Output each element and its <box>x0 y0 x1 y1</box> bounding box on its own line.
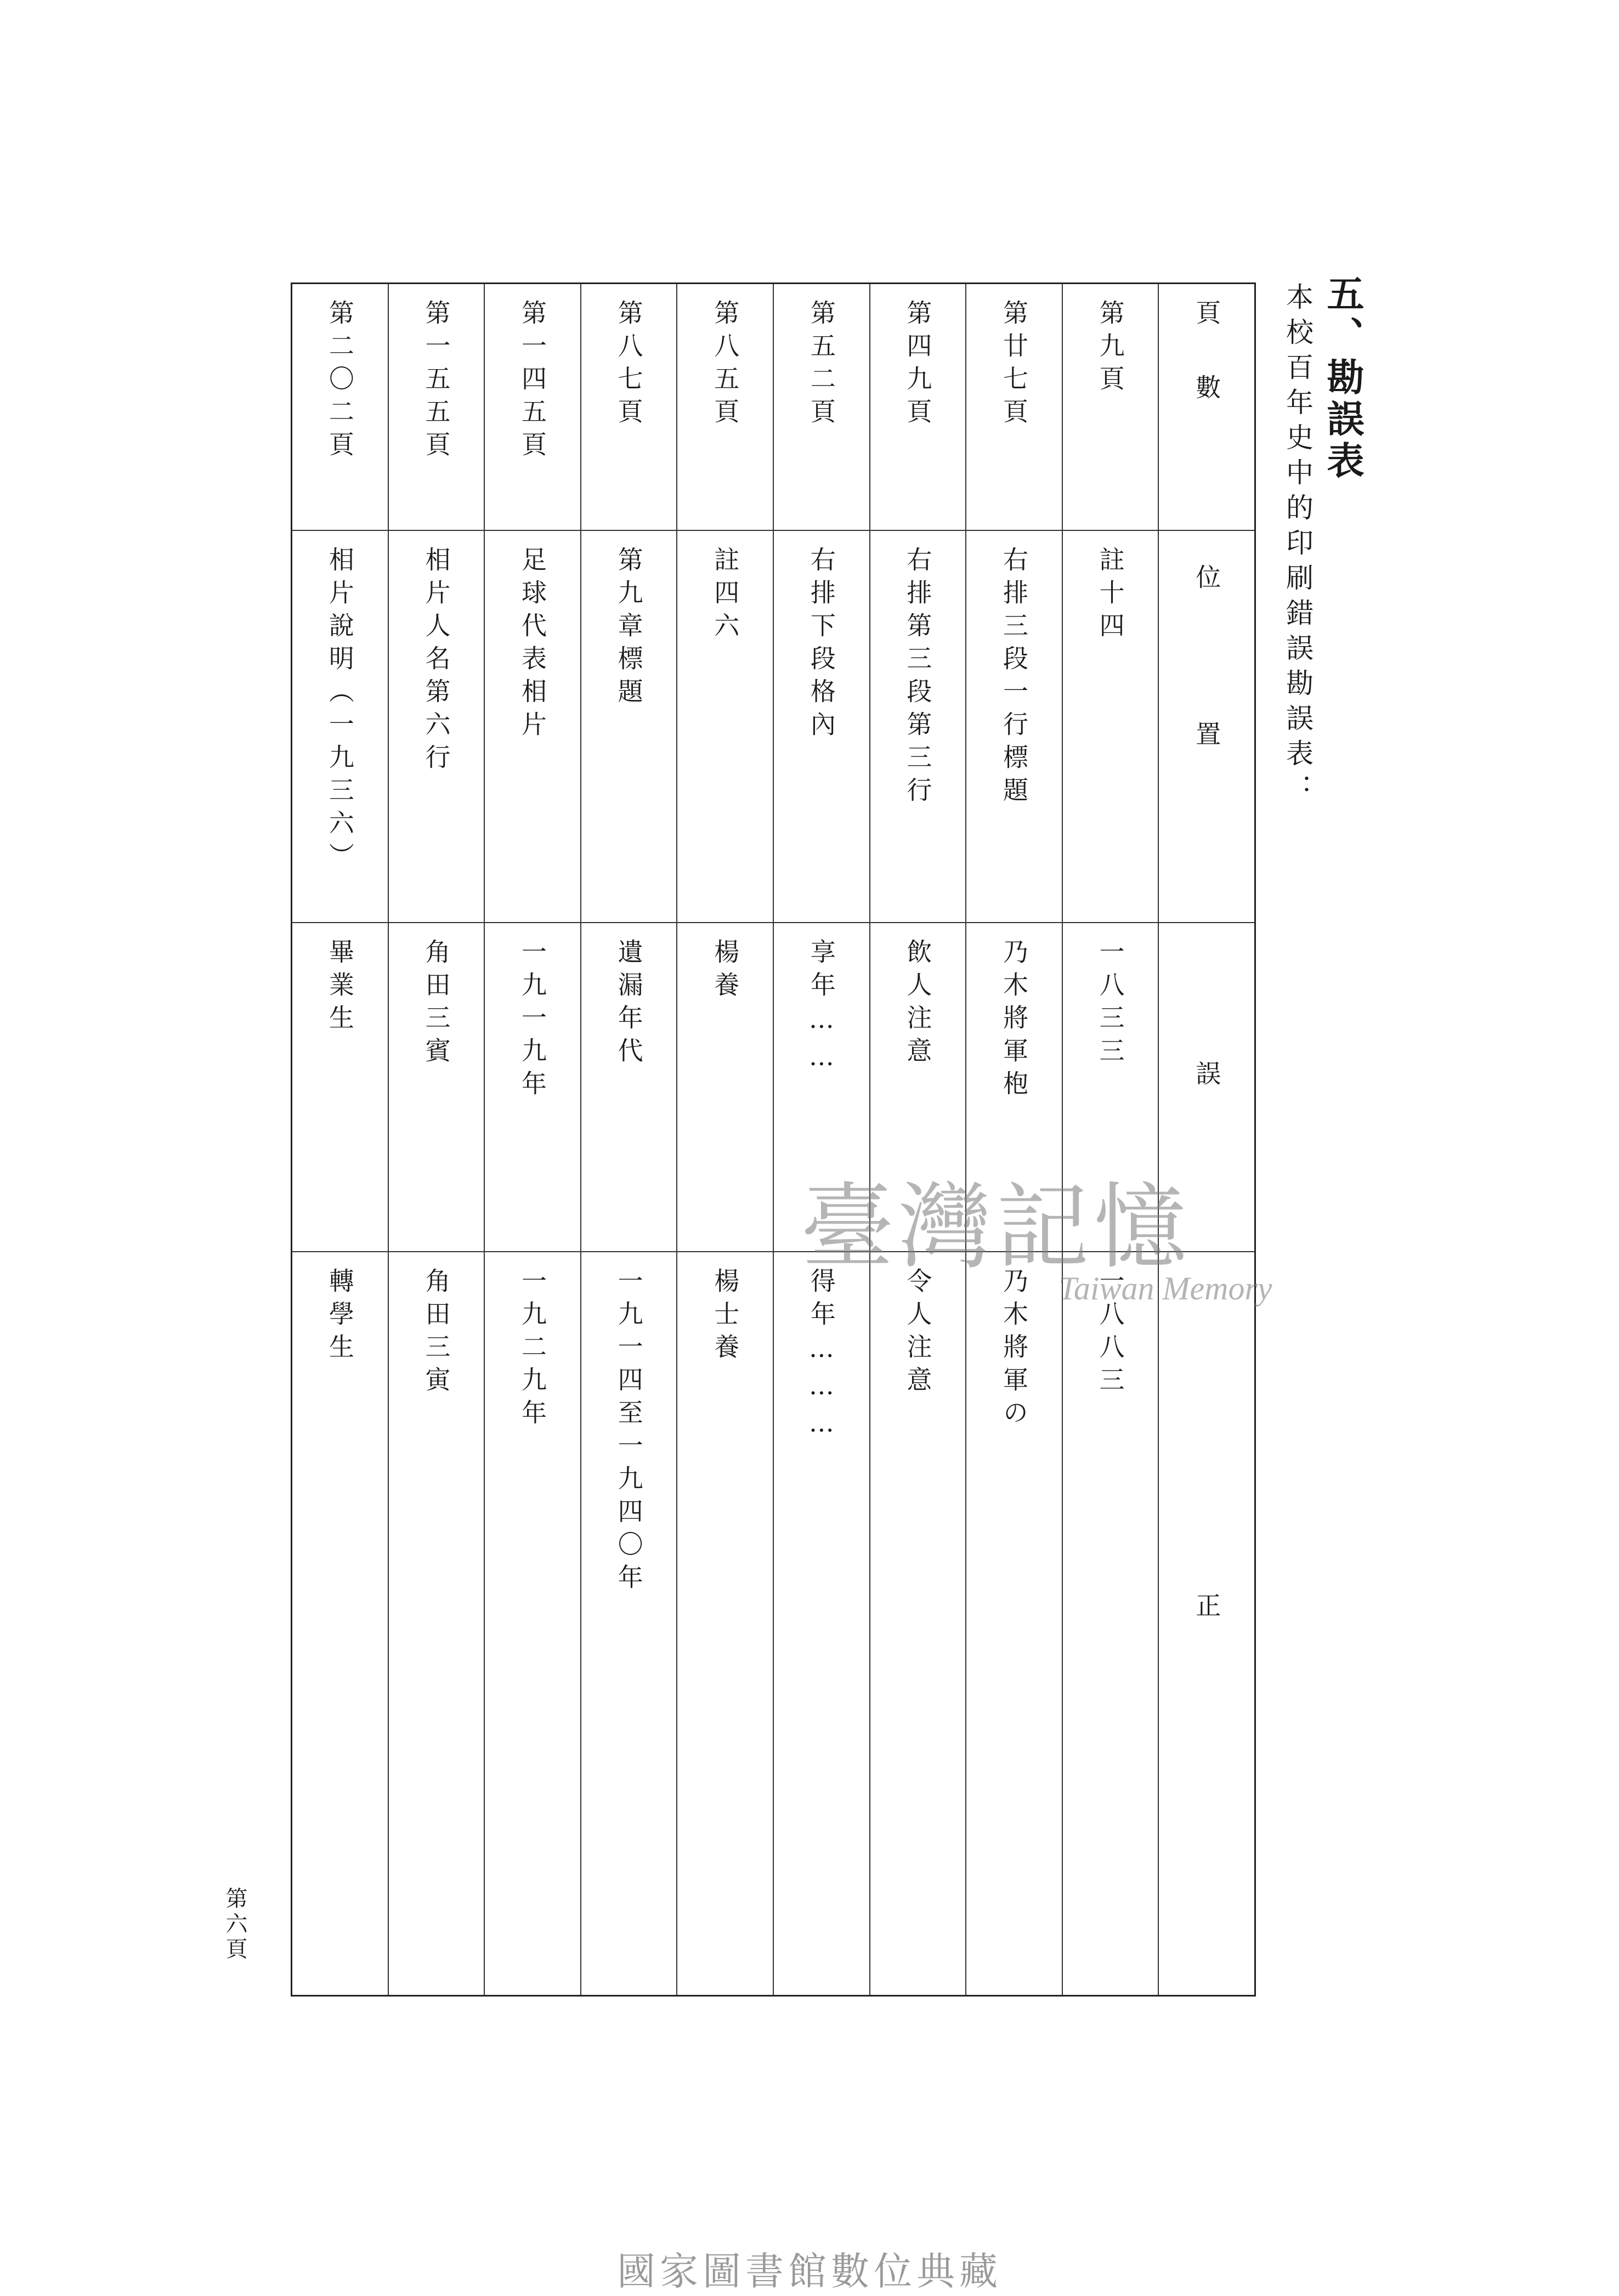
correct-cell-text: 令人注意 <box>903 1268 933 1399</box>
wrong-cell-text: 角田三賓 <box>421 938 451 1070</box>
correct-cell <box>1063 1252 1158 1995</box>
position-cell <box>389 531 484 923</box>
correct-cell-text: 一八八三 <box>1095 1268 1125 1399</box>
header-page: 頁數 <box>1192 299 1222 449</box>
wrong-cell <box>292 923 388 1252</box>
table-row <box>388 284 484 1995</box>
position-cell <box>581 531 677 923</box>
correct-cell <box>966 1252 1062 1995</box>
page-cell <box>292 284 388 531</box>
table-row <box>676 284 773 1995</box>
watermark-english-text: Taiwan Memory <box>1058 1270 1272 1307</box>
table-row <box>1062 284 1158 1995</box>
correct-cell <box>581 1252 677 1995</box>
header-correct-cell <box>1159 1252 1254 1995</box>
page-cell-text: 第八七頁 <box>614 299 644 431</box>
errata-table <box>291 282 1256 1997</box>
page-cell-text: 第一四五頁 <box>518 299 548 464</box>
position-cell-text: 右排下段格內 <box>806 546 836 744</box>
position-cell <box>485 531 580 923</box>
page-cell-text: 第八五頁 <box>710 299 740 431</box>
page-cell <box>1063 284 1158 531</box>
position-cell-text: 足球代表相片 <box>518 546 548 744</box>
header-position-cell <box>1159 531 1254 923</box>
position-cell-text: 註十四 <box>1095 546 1125 645</box>
header-correct: 正 <box>1192 1592 1222 1625</box>
page-cell-text: 第五二頁 <box>806 299 836 431</box>
correct-cell <box>292 1252 388 1995</box>
wrong-cell-text: 一八三三 <box>1095 938 1125 1070</box>
wrong-cell-text: 畢業生 <box>325 938 355 1037</box>
position-cell-text: 右排三段一行標題 <box>999 546 1029 810</box>
correct-cell-text: 楊士養 <box>710 1268 740 1366</box>
wrong-cell-text: 飲人注意 <box>903 938 933 1070</box>
section-heading: 五、勘誤表 <box>1321 274 1365 483</box>
page-cell-text: 第廿七頁 <box>999 299 1029 431</box>
position-cell-text: 相片人名第六行 <box>421 546 451 777</box>
wrong-cell-text: 乃木將軍枹 <box>999 938 1029 1103</box>
position-cell <box>1063 531 1158 923</box>
position-cell <box>966 531 1062 923</box>
wrong-cell <box>581 923 677 1252</box>
table-row <box>484 284 580 1995</box>
page-cell <box>966 284 1062 531</box>
page-cell-text: 第二〇二頁 <box>325 299 355 464</box>
section-intro: 本校百年史中的印刷錯誤勘誤表： <box>1282 282 1314 809</box>
header-position: 位置 <box>1192 564 1222 878</box>
correct-cell-text: 轉學生 <box>325 1268 355 1366</box>
wrong-cell <box>677 923 773 1252</box>
correct-cell <box>774 1252 869 1995</box>
position-cell-text: 註四六 <box>710 546 740 645</box>
page-cell <box>389 284 484 531</box>
position-cell <box>292 531 388 923</box>
wrong-cell-text: 一九一九年 <box>518 938 548 1103</box>
watermark <box>801 1152 1294 1327</box>
header-page-cell <box>1159 284 1254 531</box>
wrong-cell <box>485 923 580 1252</box>
position-cell <box>677 531 773 923</box>
correct-cell <box>677 1252 773 1995</box>
position-cell <box>870 531 966 923</box>
page-number: 第六頁 <box>222 1887 247 1963</box>
correct-cell <box>485 1252 580 1995</box>
page-cell-text: 第一五五頁 <box>421 299 451 464</box>
watermark-logo-text: 臺灣記憶 <box>801 1173 1192 1282</box>
position-cell-text: 相片說明（一九三六） <box>325 546 355 875</box>
correct-cell-text: 一九一四至一九四〇年 <box>614 1268 644 1597</box>
page-cell <box>677 284 773 531</box>
correct-cell-text: 得年……… <box>806 1268 836 1445</box>
header-wrong: 誤 <box>1192 1060 1222 1093</box>
page-cell <box>485 284 580 531</box>
correct-cell-text: 角田三寅 <box>421 1268 451 1399</box>
correct-cell-text: 乃木將軍の <box>999 1268 1029 1432</box>
wrong-cell-text: 遺漏年代 <box>614 938 644 1070</box>
wrong-cell-text: 楊養 <box>710 938 740 1004</box>
page-cell <box>870 284 966 531</box>
page-cell-text: 第四九頁 <box>903 299 933 431</box>
table-row <box>869 284 966 1995</box>
footer-collection-credit: 國家圖書館數位典藏 <box>617 2249 1002 2294</box>
position-cell-text: 第九章標題 <box>614 546 644 711</box>
page-cell <box>581 284 677 531</box>
page-cell <box>774 284 869 531</box>
table-row <box>292 284 388 1995</box>
table-row <box>580 284 677 1995</box>
wrong-cell <box>389 923 484 1252</box>
position-cell-text: 右排第三段第三行 <box>903 546 933 810</box>
table-header-column <box>1158 284 1254 1995</box>
page-cell-text: 第九頁 <box>1095 299 1125 398</box>
wrong-cell-text: 享年…… <box>806 938 836 1079</box>
correct-cell <box>389 1252 484 1995</box>
table-row <box>773 284 869 1995</box>
table-row <box>965 284 1062 1995</box>
position-cell <box>774 531 869 923</box>
correct-cell-text: 一九二九年 <box>518 1268 548 1432</box>
correct-cell <box>870 1252 966 1995</box>
